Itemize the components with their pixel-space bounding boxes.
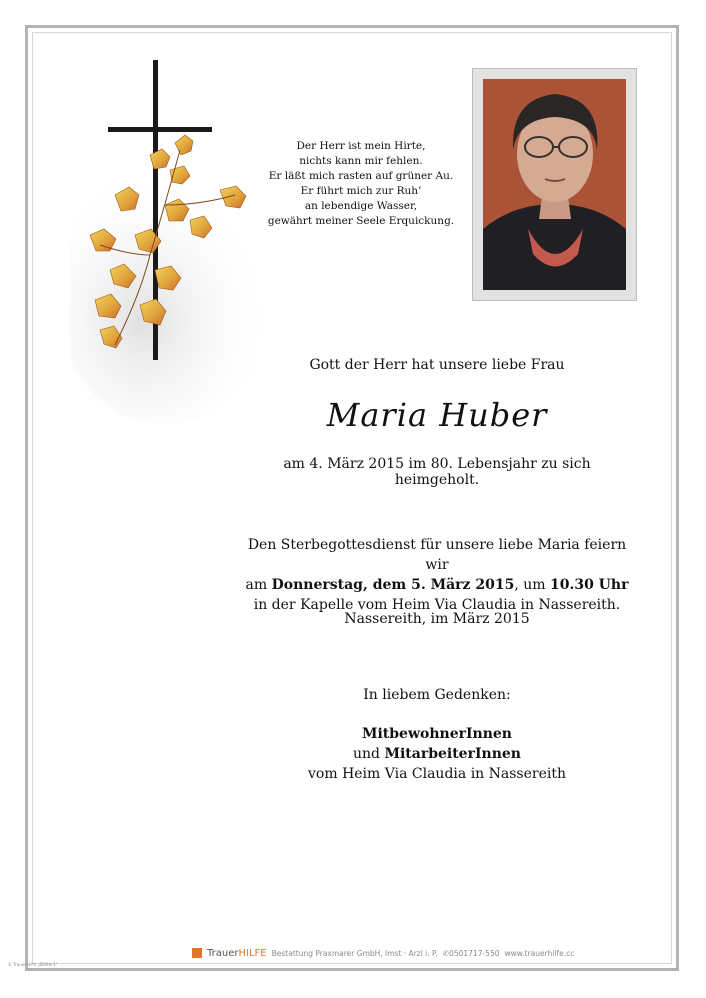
signer-text: und xyxy=(353,746,385,762)
footer-web[interactable]: www.trauerhilfe.cc xyxy=(504,948,575,958)
trauerhilfe-logo-icon xyxy=(192,948,202,958)
footer-company: Bestattung Praxmarer GmbH, Imst · Arzl i. P. xyxy=(271,948,438,958)
place-date: Nassereith, im März 2015 xyxy=(344,611,530,627)
service-text: , um xyxy=(514,577,550,593)
footer xyxy=(192,945,574,961)
psalm-line: Der Herr ist mein Hirte, xyxy=(296,140,426,152)
psalm-line: Er führt mich zur Ruh’ xyxy=(300,185,422,197)
footer-phone: ✆0501717-550 xyxy=(442,948,500,958)
signer-residents: MitbewohnerInnen xyxy=(361,726,512,742)
service-line xyxy=(240,575,634,595)
psalm-verse xyxy=(255,139,467,229)
service-time: 10.30 Uhr xyxy=(549,577,629,593)
service-text: am xyxy=(245,577,272,593)
psalm-line: gewährt meiner Seele Erquickung. xyxy=(267,215,455,227)
portrait-mount xyxy=(472,68,637,301)
portrait-photo xyxy=(483,79,626,290)
death-date-line: am 4. März 2015 im 80. Lebensjahr zu sich heimgeholt. xyxy=(283,456,591,488)
brand-part: Trauer xyxy=(207,947,239,959)
memory-heading: In liebem Gedenken: xyxy=(363,687,511,703)
deceased-name: Maria Huber xyxy=(326,396,548,434)
signer-home: vom Heim Via Claudia in Nassereith xyxy=(308,766,566,782)
psalm-line: nichts kann mir fehlen. xyxy=(299,155,423,167)
service-info xyxy=(240,535,634,615)
intro-line: Gott der Herr hat unsere liebe Frau xyxy=(309,357,565,373)
psalm-line: Er läßt mich rasten auf grüner Au. xyxy=(268,170,454,182)
psalm-line: an lebendige Wasser, xyxy=(304,200,418,212)
signer-line xyxy=(240,744,634,764)
brand-part: HILFE xyxy=(238,947,267,959)
footer-brand xyxy=(207,948,267,959)
image-credit: © Trauer Hilfe „Blätter1“ xyxy=(8,962,58,967)
service-date: Donnerstag, dem 5. März 2015 xyxy=(271,577,515,593)
signer-staff: MitarbeiterInnen xyxy=(384,746,521,762)
service-line: in der Kapelle vom Heim Via Claudia in Nassereith. xyxy=(253,597,621,613)
signers xyxy=(240,724,634,784)
service-line: Den Sterbegottesdienst für unsere liebe Maria feiern wir xyxy=(247,537,627,573)
